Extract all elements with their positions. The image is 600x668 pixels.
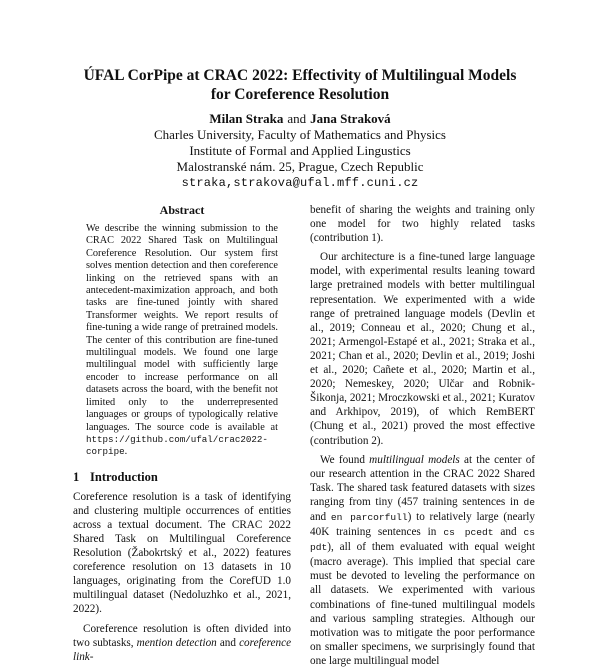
- address: Malostranské nám. 25, Prague, Czech Republic: [176, 159, 424, 174]
- author-block: [0, 111, 600, 191]
- p3-emphasis: multilingual models: [369, 453, 460, 466]
- abstract-text: We describe the winning submission to the CRAC 2022 Shared Task on Multilingual Coreference Resolution. Our system first solves mention detection and then coreference linking on the retrieved spans with an antecedent-maximization approach, and both tasks are fine-tuned jointly with shared Transformer weights. We report results of fine-tuning a wide range of pretrained models. The center of this contribution are fine-tuned multilingual models. We found one large multilingual model with sufficiently large encoder to increase performance on all datasets across the board, with the benefit not limited only to the underrepresented languages or groups of typologically relative languages. The source code is available at: [86, 223, 278, 433]
- abstract-body: [86, 223, 278, 459]
- right-column: [310, 203, 535, 668]
- affiliation-2: Institute of Formal and Applied Lingustics: [189, 143, 411, 158]
- author-names: [0, 111, 600, 127]
- p3-text-b: at the center of our research attention in the CRAC 2022 Shared Task. The shared task featured datasets with sizes ranging from tiny (457 training sentences in: [310, 453, 536, 508]
- right-paragraph-2: Our architecture is a fine-tuned large language model, with experimental results leaning toward large pretrained models with better multilingual representation. We experimented with a wide range of pretrained language models (Devlin et al., 2019; Conneau et al., 2020; Chung et al., 2021; Armengol-Estapé et al., 2021; Straka et al., 2021; Chan et al., 2020; Devlin et al., 2019; Joshi et al., 2020; Cañete et al., 2020; Martin et al., 2020; Nemeskey, 2020; Ulčar and Robnik-Šikonja, 2021; Mroczkowski et al., 2021; Kuratov and Arkhipov, 2019), of which RemBERT (Chung et al., 2021) proved the most effective (contribution 2).: [310, 251, 535, 447]
- left-column: [73, 203, 291, 664]
- intro-paragraph-2: [73, 622, 291, 664]
- author-email: straka,strakova@ufal.mff.cuni.cz: [181, 176, 419, 190]
- intro-p2-term-1: mention detection: [136, 636, 217, 649]
- p3-text-e: and: [500, 526, 517, 539]
- author-conjunction: and: [287, 111, 307, 126]
- affiliation-1: Charles University, Faculty of Mathematics and Physics: [154, 127, 446, 142]
- dataset-de: de: [523, 496, 536, 508]
- p3-text-d: ) to relatively large (nearly 40K training sentences in: [310, 510, 535, 539]
- intro-paragraph-1: Coreference resolution is a task of identifying and clustering multiple occurrences of entities across a textual document. The CRAC 2022 Shared Task on Multilingual Coreference Resolution (Žabokrtský et al., 2022) features coreference resolution on 13 datasets in 10 languages, originating from the CorefUD 1.0 multilingual dataset (Nedoluzhko et al., 2021, 2022).: [73, 490, 291, 616]
- p3-text-c: and: [310, 510, 327, 523]
- dataset-en-parcorfull: en parcorfull: [330, 511, 408, 523]
- author-2: Jana Straková: [310, 111, 391, 126]
- abstract-heading: Abstract: [159, 203, 205, 217]
- title-line-2: for Coreference Resolution: [210, 86, 390, 103]
- p3-text-f: ), all of them evaluated with equal weight (macro average). This implied that special care must be devoted to leveling the performance on all datasets. We experimented with various combinations of fine-tuned multilingual models and various sampling strategies. Although our motivation was to mitigate the poor performance on smaller specimens, we surprisingly found that one large multilingual model: [310, 541, 535, 667]
- section-title: Introduction: [90, 469, 158, 484]
- section-heading-introduction: [73, 469, 291, 485]
- paper-title: [0, 66, 600, 104]
- p3-text-a: We found: [320, 453, 365, 466]
- right-paragraph-3: [310, 453, 535, 668]
- source-code-link[interactable]: https://github.com/ufal/crac2022-corpipe: [86, 433, 268, 458]
- section-number: 1: [73, 469, 80, 484]
- intro-p2-term-2: coreference link-: [73, 636, 292, 663]
- abstract-end: .: [124, 446, 128, 458]
- title-line-1: ÚFAL CorPipe at CRAC 2022: Effectivity of Multilingual Models: [83, 67, 517, 84]
- intro-p2-start: Coreference resolution is often divided into two subtasks,: [73, 622, 291, 649]
- dataset-cs-pdt: cs pdt: [310, 527, 536, 554]
- dataset-cs-pcedt: cs pcedt: [443, 527, 494, 539]
- intro-p2-and: and: [219, 636, 236, 649]
- author-1: Milan Straka: [209, 111, 284, 126]
- right-paragraph-1: benefit of sharing the weights and training only one model for two highly related tasks (contribution 1).: [310, 204, 535, 245]
